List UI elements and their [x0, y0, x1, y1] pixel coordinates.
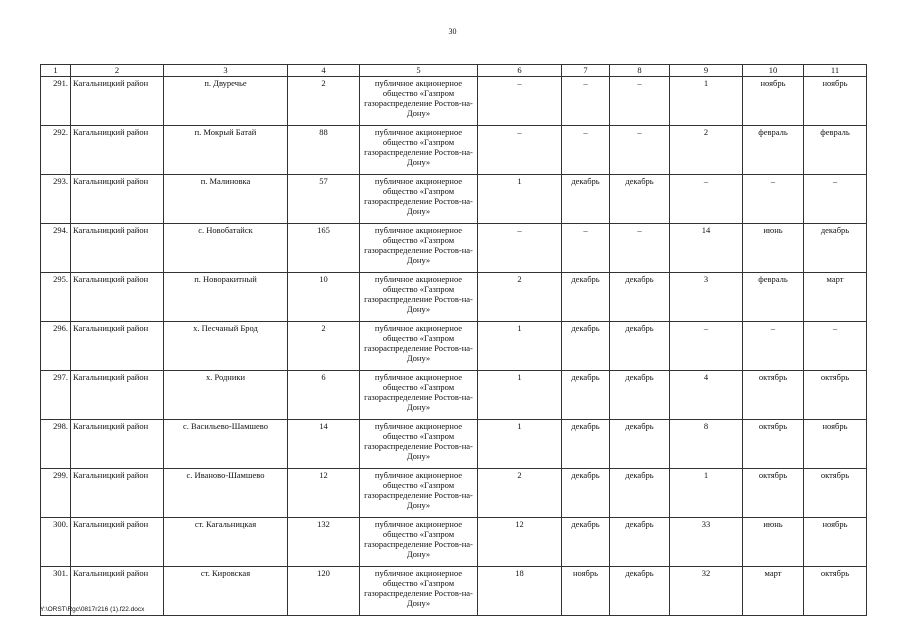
row-number-cell: 301.: [41, 567, 71, 616]
value-6-cell: –: [478, 126, 562, 175]
value-9-cell: 32: [670, 567, 743, 616]
column-header: 5: [360, 65, 478, 77]
district-cell: Кагальницкий район: [71, 273, 164, 322]
month-7-cell: ноябрь: [562, 567, 610, 616]
value-6-cell: 12: [478, 518, 562, 567]
column-header: 7: [562, 65, 610, 77]
value-9-cell: 2: [670, 126, 743, 175]
month-10-cell: февраль: [743, 126, 804, 175]
settlement-cell: п. Мокрый Батай: [164, 126, 288, 175]
district-cell: Кагальницкий район: [71, 518, 164, 567]
month-8-cell: –: [610, 224, 670, 273]
month-7-cell: декабрь: [562, 469, 610, 518]
data-table: [40, 64, 867, 616]
district-cell: Кагальницкий район: [71, 322, 164, 371]
organization-cell: публичное акционерное общество «Газпром газораспределение Ростов-на-Дону»: [360, 175, 478, 224]
settlement-cell: с. Новобатайск: [164, 224, 288, 273]
count-cell: 10: [288, 273, 360, 322]
organization-cell: публичное акционерное общество «Газпром газораспределение Ростов-на-Дону»: [360, 518, 478, 567]
month-7-cell: декабрь: [562, 371, 610, 420]
table-row: [41, 224, 867, 273]
district-cell: Кагальницкий район: [71, 175, 164, 224]
month-8-cell: декабрь: [610, 371, 670, 420]
organization-cell: публичное акционерное общество «Газпром газораспределение Ростов-на-Дону»: [360, 567, 478, 616]
count-cell: 165: [288, 224, 360, 273]
settlement-cell: х. Родники: [164, 371, 288, 420]
row-number-cell: 299.: [41, 469, 71, 518]
settlement-cell: х. Песчаный Брод: [164, 322, 288, 371]
row-number-cell: 292.: [41, 126, 71, 175]
table-body: [41, 77, 867, 616]
district-cell: Кагальницкий район: [71, 224, 164, 273]
row-number-cell: 295.: [41, 273, 71, 322]
month-10-cell: март: [743, 567, 804, 616]
column-header: 2: [71, 65, 164, 77]
row-number-cell: 296.: [41, 322, 71, 371]
month-10-cell: февраль: [743, 273, 804, 322]
month-8-cell: декабрь: [610, 420, 670, 469]
value-6-cell: 18: [478, 567, 562, 616]
district-cell: Кагальницкий район: [71, 77, 164, 126]
month-11-cell: –: [804, 322, 867, 371]
value-6-cell: 1: [478, 371, 562, 420]
month-10-cell: октябрь: [743, 420, 804, 469]
month-7-cell: декабрь: [562, 518, 610, 567]
count-cell: 6: [288, 371, 360, 420]
column-header: 11: [804, 65, 867, 77]
header-row: [41, 65, 867, 77]
value-6-cell: 2: [478, 273, 562, 322]
organization-cell: публичное акционерное общество «Газпром газораспределение Ростов-на-Дону»: [360, 469, 478, 518]
value-9-cell: 8: [670, 420, 743, 469]
month-10-cell: –: [743, 322, 804, 371]
settlement-cell: п. Малиновка: [164, 175, 288, 224]
settlement-cell: ст. Кировская: [164, 567, 288, 616]
organization-cell: публичное акционерное общество «Газпром газораспределение Ростов-на-Дону»: [360, 77, 478, 126]
month-8-cell: –: [610, 126, 670, 175]
value-9-cell: 33: [670, 518, 743, 567]
settlement-cell: с. Иваново-Шамшево: [164, 469, 288, 518]
month-10-cell: –: [743, 175, 804, 224]
count-cell: 2: [288, 77, 360, 126]
month-8-cell: декабрь: [610, 322, 670, 371]
settlement-cell: с. Васильево-Шамшево: [164, 420, 288, 469]
column-header: 3: [164, 65, 288, 77]
column-header: 10: [743, 65, 804, 77]
month-7-cell: –: [562, 224, 610, 273]
row-number-cell: 300.: [41, 518, 71, 567]
count-cell: 120: [288, 567, 360, 616]
count-cell: 88: [288, 126, 360, 175]
district-cell: Кагальницкий район: [71, 469, 164, 518]
settlement-cell: ст. Кагальницкая: [164, 518, 288, 567]
month-8-cell: декабрь: [610, 273, 670, 322]
organization-cell: публичное акционерное общество «Газпром газораспределение Ростов-на-Дону»: [360, 126, 478, 175]
value-9-cell: 4: [670, 371, 743, 420]
organization-cell: публичное акционерное общество «Газпром газораспределение Ростов-на-Дону»: [360, 322, 478, 371]
footer-file-path: Y:\ORST\Rgc\0817r216 (1).f22.docx: [40, 606, 145, 613]
organization-cell: публичное акционерное общество «Газпром газораспределение Ростов-на-Дону»: [360, 371, 478, 420]
table-row: [41, 273, 867, 322]
value-6-cell: –: [478, 224, 562, 273]
month-11-cell: ноябрь: [804, 518, 867, 567]
column-header: 6: [478, 65, 562, 77]
month-11-cell: октябрь: [804, 567, 867, 616]
value-9-cell: 3: [670, 273, 743, 322]
month-11-cell: март: [804, 273, 867, 322]
column-header: 9: [670, 65, 743, 77]
count-cell: 14: [288, 420, 360, 469]
month-10-cell: июнь: [743, 224, 804, 273]
value-9-cell: 1: [670, 77, 743, 126]
value-9-cell: –: [670, 322, 743, 371]
district-cell: Кагальницкий район: [71, 126, 164, 175]
table-row: [41, 371, 867, 420]
month-11-cell: октябрь: [804, 371, 867, 420]
month-7-cell: декабрь: [562, 322, 610, 371]
month-10-cell: ноябрь: [743, 77, 804, 126]
organization-cell: публичное акционерное общество «Газпром газораспределение Ростов-на-Дону»: [360, 224, 478, 273]
row-number-cell: 293.: [41, 175, 71, 224]
value-9-cell: –: [670, 175, 743, 224]
count-cell: 132: [288, 518, 360, 567]
organization-cell: публичное акционерное общество «Газпром газораспределение Ростов-на-Дону»: [360, 273, 478, 322]
month-11-cell: октябрь: [804, 469, 867, 518]
table-row: [41, 420, 867, 469]
month-7-cell: –: [562, 77, 610, 126]
column-header: 1: [41, 65, 71, 77]
value-6-cell: –: [478, 77, 562, 126]
settlement-cell: п. Двуречье: [164, 77, 288, 126]
table-row: [41, 322, 867, 371]
table-row: [41, 77, 867, 126]
row-number-cell: 294.: [41, 224, 71, 273]
value-6-cell: 2: [478, 469, 562, 518]
count-cell: 12: [288, 469, 360, 518]
month-11-cell: февраль: [804, 126, 867, 175]
table-row: [41, 126, 867, 175]
row-number-cell: 291.: [41, 77, 71, 126]
row-number-cell: 297.: [41, 371, 71, 420]
value-9-cell: 14: [670, 224, 743, 273]
organization-cell: публичное акционерное общество «Газпром газораспределение Ростов-на-Дону»: [360, 420, 478, 469]
table-row: [41, 469, 867, 518]
month-8-cell: декабрь: [610, 518, 670, 567]
table-row: [41, 518, 867, 567]
count-cell: 2: [288, 322, 360, 371]
month-8-cell: декабрь: [610, 469, 670, 518]
month-10-cell: июнь: [743, 518, 804, 567]
month-7-cell: декабрь: [562, 273, 610, 322]
row-number-cell: 298.: [41, 420, 71, 469]
value-6-cell: 1: [478, 322, 562, 371]
table-row: [41, 175, 867, 224]
month-7-cell: –: [562, 126, 610, 175]
page-number: 30: [448, 27, 457, 36]
settlement-cell: п. Новоракитный: [164, 273, 288, 322]
district-cell: Кагальницкий район: [71, 567, 164, 616]
value-9-cell: 1: [670, 469, 743, 518]
month-10-cell: октябрь: [743, 371, 804, 420]
value-6-cell: 1: [478, 175, 562, 224]
column-header: 4: [288, 65, 360, 77]
month-8-cell: –: [610, 77, 670, 126]
count-cell: 57: [288, 175, 360, 224]
month-7-cell: декабрь: [562, 175, 610, 224]
column-header: 8: [610, 65, 670, 77]
table-row: [41, 567, 867, 616]
month-11-cell: –: [804, 175, 867, 224]
district-cell: Кагальницкий район: [71, 371, 164, 420]
month-10-cell: октябрь: [743, 469, 804, 518]
month-11-cell: декабрь: [804, 224, 867, 273]
month-8-cell: декабрь: [610, 175, 670, 224]
value-6-cell: 1: [478, 420, 562, 469]
month-11-cell: ноябрь: [804, 420, 867, 469]
month-8-cell: декабрь: [610, 567, 670, 616]
district-cell: Кагальницкий район: [71, 420, 164, 469]
month-11-cell: ноябрь: [804, 77, 867, 126]
month-7-cell: декабрь: [562, 420, 610, 469]
